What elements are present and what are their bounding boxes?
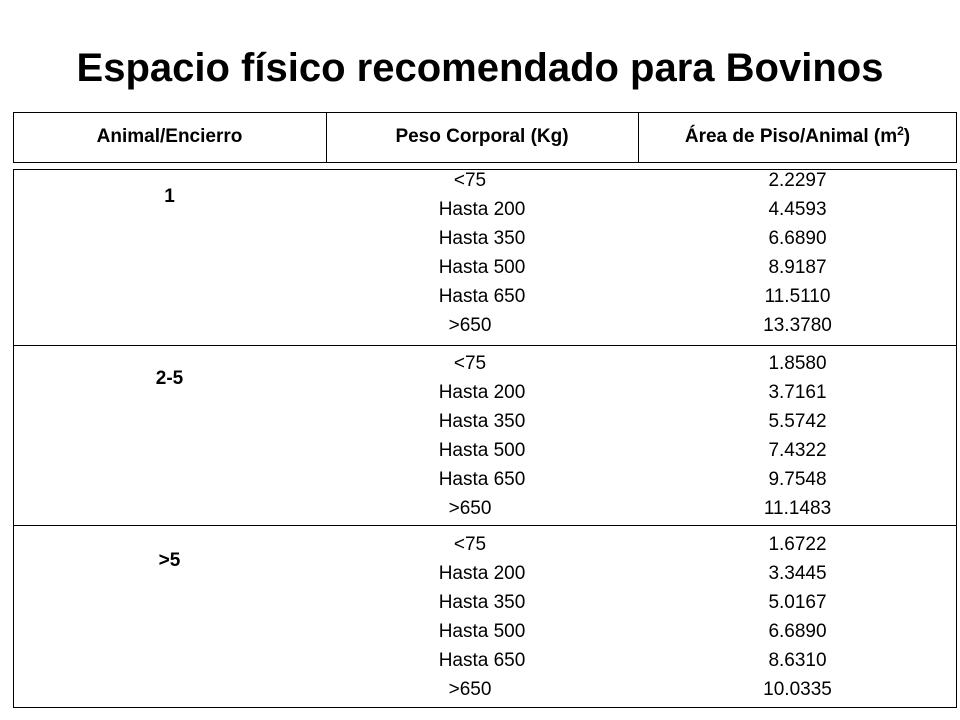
row-3-peso-3: Hasta 350 (438, 592, 526, 613)
row-2-peso-2: Hasta 200 (438, 382, 526, 403)
row-2-areas (638, 349, 957, 523)
row-2-pesos (326, 349, 638, 523)
row-2-area-5: 9.7548 (768, 469, 827, 490)
row-3-areas (638, 530, 957, 704)
row-1-peso-5: Hasta 650 (438, 286, 526, 307)
row-2-area-2: 3.7161 (768, 382, 827, 403)
row-3-peso-5: Hasta 650 (438, 650, 526, 671)
header-bottom-border (13, 162, 957, 163)
row-1-areas (638, 166, 957, 340)
row-3-area-1: 1.6722 (768, 534, 827, 555)
row-2-peso-4: Hasta 500 (438, 440, 526, 461)
row-3-area-6: 10.0335 (763, 679, 832, 700)
row-3-area-5: 8.6310 (768, 650, 827, 671)
header-peso: Peso Corporal (Kg) (395, 126, 569, 147)
row-divider-2 (13, 525, 957, 526)
row-3-area-2: 3.3445 (768, 563, 827, 584)
row-1-area-6: 13.3780 (763, 315, 832, 336)
header-area-text: Área de Piso/Animal (m (684, 126, 898, 147)
row-2-peso-6: >650 (448, 498, 492, 519)
row-1-peso-1: <75 (453, 170, 487, 191)
header-area (638, 112, 957, 162)
space-table (13, 112, 957, 708)
body-left-border (13, 169, 14, 708)
table-bottom-border (13, 707, 957, 708)
row-3-peso-6: >650 (448, 679, 492, 700)
row-1-peso-4: Hasta 500 (438, 257, 526, 278)
row-1-peso-3: Hasta 350 (438, 228, 526, 249)
header-animal: Animal/Encierro (96, 126, 243, 147)
row-3-peso-1: <75 (453, 534, 487, 555)
row-2-peso-1: <75 (453, 353, 487, 374)
row-3-area-3: 5.0167 (768, 592, 827, 613)
row-2-area-3: 5.5742 (768, 411, 827, 432)
row-divider-1 (13, 345, 957, 346)
row-2-area-1: 1.8580 (768, 353, 827, 374)
header-area-close: ) (903, 126, 911, 147)
row-1-peso-6: >650 (448, 315, 492, 336)
page-title: Espacio físico recomendado para Bovinos (76, 46, 884, 90)
row-2-area-4: 7.4322 (768, 440, 827, 461)
row-3-pesos (326, 530, 638, 704)
row-1-area-3: 6.6890 (768, 228, 827, 249)
row-2-area-6: 11.1483 (763, 498, 832, 519)
row-1-area-5: 11.5110 (764, 286, 831, 307)
row-1-area-2: 4.4593 (768, 199, 827, 220)
row-3-animal: >5 (158, 550, 181, 571)
header-area-superscript: 2 (897, 124, 904, 138)
row-3-peso-4: Hasta 500 (438, 621, 526, 642)
row-2-animal: 2-5 (155, 368, 184, 389)
row-1-pesos (326, 166, 638, 340)
row-2-peso-3: Hasta 350 (438, 411, 526, 432)
row-2-peso-5: Hasta 650 (438, 469, 526, 490)
row-1-peso-2: Hasta 200 (438, 199, 526, 220)
row-3-peso-2: Hasta 200 (438, 563, 526, 584)
row-3-area-4: 6.6890 (768, 621, 827, 642)
row-1-area-4: 8.9187 (768, 257, 827, 278)
row-1-animal: 1 (164, 186, 175, 207)
row-1-area-1: 2.2297 (768, 170, 827, 191)
